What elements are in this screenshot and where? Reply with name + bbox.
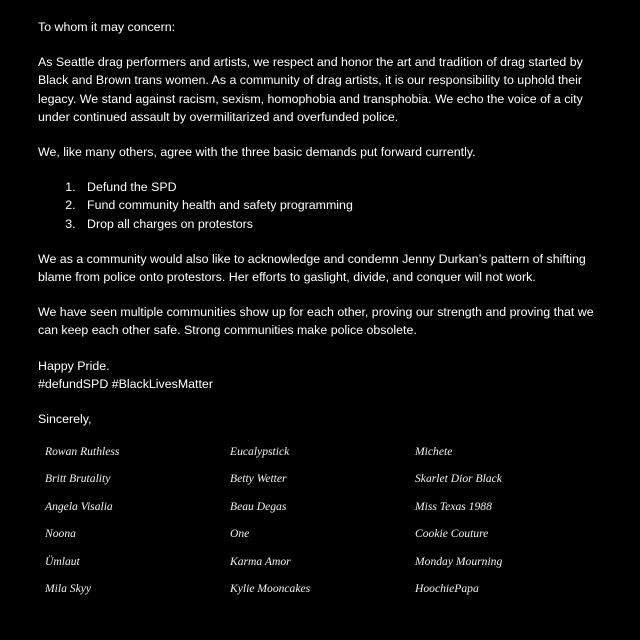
closing-greeting: Happy Pride. [38,358,110,373]
signature: Mila Skyy [45,581,92,595]
signature: Ümlaut [45,554,80,568]
signature: Karma Amor [230,554,291,568]
paragraph-intro: As Seattle drag performers and artists, we respect and honor the art and tradition of drag started by Black and Brown trans women. As a community of drag artists, it is our responsibility to uphold their legacy. We stand against racism, sexism, homophobia and transphobia. We echo the voice of a city under continued assault by overmilitarized and overfunded police. [38,55,583,124]
demand-item: 1. Defund the SPD [79,178,610,196]
signature: Kylie Mooncakes [230,581,311,595]
signature: Britt Brutality [45,472,111,486]
signature: Cookie Couture [415,527,489,541]
paragraph-communities: We have seen multiple communities show up for each other, proving our strength and proving that we can keep each other safe. Strong communities make police obsolete. [38,305,594,338]
letter-body [38,18,610,445]
closing-hashtags: #defundSPD #BlackLivesMatter [38,376,213,391]
signature: Monday Mourning [415,554,503,568]
signature: Beau Degas [230,499,287,513]
signature: One [230,527,250,541]
paragraph-durkan: We as a community would also like to acknowledge and condemn Jenny Durkan’s pattern of shifting blame from police onto protestors. Her efforts to gaslight, divide, and conquer will not work. [38,251,586,285]
demands-list [38,178,610,233]
signature: Michete [415,445,453,458]
signature: Noona [45,527,76,541]
signature: Rowan Ruthless [45,445,120,458]
signature: Skarlet Dior Black [415,472,502,486]
signature: HoochiePapa [415,581,479,595]
closing [38,357,610,393]
demand-item: 3. Drop all charges on protestors [79,215,610,233]
signature: Betty Wetter [230,472,287,486]
salutation: To whom it may concern: [38,20,176,34]
signature: Angela Visalia [45,499,113,513]
signature-grid [45,445,605,609]
signoff: Sincerely, [38,412,92,427]
signature: Miss Texas 1988 [415,499,492,513]
demand-item: 2. Fund community health and safety programming [79,196,610,214]
signature: Eucalypstick [230,445,290,458]
paragraph-demands-intro: We, like many others, agree with the three basic demands put forward currently. [38,145,476,160]
